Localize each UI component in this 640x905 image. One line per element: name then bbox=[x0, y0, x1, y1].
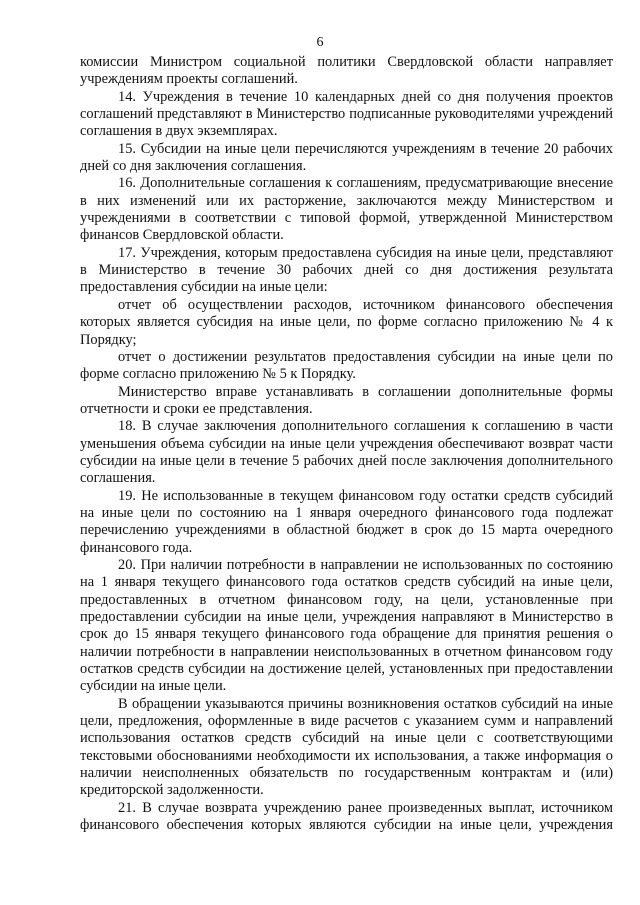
paragraph-14: 14. Учреждения в течение 10 календарных дней со дня получения проектов соглашений представляют в Министерство подписанные руководителями учреждений соглашения в двух экземплярах. bbox=[80, 88, 613, 140]
paragraph-20-request-contents: В обращении указываются причины возникновения остатков субсидий на иные цели, предложения, оформленные в виде расчетов с указанием сумм и направлений использования остатков средств субсидий на иные цели с соответствующими текстовыми обоснованиями необходимости их использования, а также информация о наличии неисполненных обязательств по государственным контрактам и (или) кредиторской задолженности. bbox=[80, 695, 613, 799]
document-body bbox=[80, 54, 613, 834]
paragraph-19: 19. Не использованные в текущем финансовом году остатки средств субсидий на иные цели по состоянию на 1 января очередного финансового года подлежат перечислению учреждениями в областной бюджет в срок до 15 марта очередного финансового года. bbox=[80, 487, 613, 556]
paragraph-17-additional-forms: Министерство вправе устанавливать в соглашении дополнительные формы отчетности и сроки ее представления. bbox=[80, 383, 613, 417]
paragraph-16: 16. Дополнительные соглашения к соглашениям, предусматривающие внесение в них изменений или их расторжение, заключаются между Министерством и учреждениями в соответствии с типовой формой, утвержденной Министерством финансов Свердловской области. bbox=[80, 175, 613, 244]
paragraph-21: 21. В случае возврата учреждению ранее произведенных выплат, источником финансового обеспечения которых являются субсидии на иные цели, учреждения bbox=[80, 799, 613, 834]
paragraph-17-item-results-report: отчет о достижении результатов предоставления субсидии на иные цели по форме согласно приложению № 5 к Порядку. bbox=[80, 348, 613, 383]
paragraph-20: 20. При наличии потребности в направлении не использованных по состоянию на 1 января текущего финансового года остатков средств субсидий на иные цели, предоставленных в отчетном финансовом году, на цели, установленные при предоставлении субсидии на иные цели, учреждения направляют в Министерство в срок до 15 января текущего финансового года обращение для принятия решения о наличии потребности в направлении неиспользованных в отчетном финансовом году остатков средств субсидии на достижение целей, установленных при предоставлении субсидии на иные цели. bbox=[80, 556, 613, 695]
page-number: 6 bbox=[316, 35, 324, 50]
paragraph-15: 15. Субсидии на иные цели перечисляются учреждениям в течение 20 рабочих дней со дня заключения соглашения. bbox=[80, 140, 613, 175]
paragraph-17-item-expenses-report: отчет об осуществлении расходов, источником финансового обеспечения которых является субсидия на иные цели, по форме согласно приложению № 4 к Порядку; bbox=[80, 296, 613, 348]
paragraph-18: 18. В случае заключения дополнительного соглашения к соглашению в части уменьшения объема субсидии на иные цели учреждения обеспечивают возврат части субсидии на иные цели в течение 5 рабочих дней после заключения дополнительного соглашения. bbox=[80, 418, 613, 487]
paragraph-13-continuation: комиссии Министром социальной политики Свердловской области направляет учреждениям проекты соглашений. bbox=[80, 54, 613, 88]
paragraph-17: 17. Учреждения, которым предоставлена субсидия на иные цели, представляют в Министерство в течение 30 рабочих дней со дня достижения результата предоставления субсидии на иные цели: bbox=[80, 244, 613, 296]
